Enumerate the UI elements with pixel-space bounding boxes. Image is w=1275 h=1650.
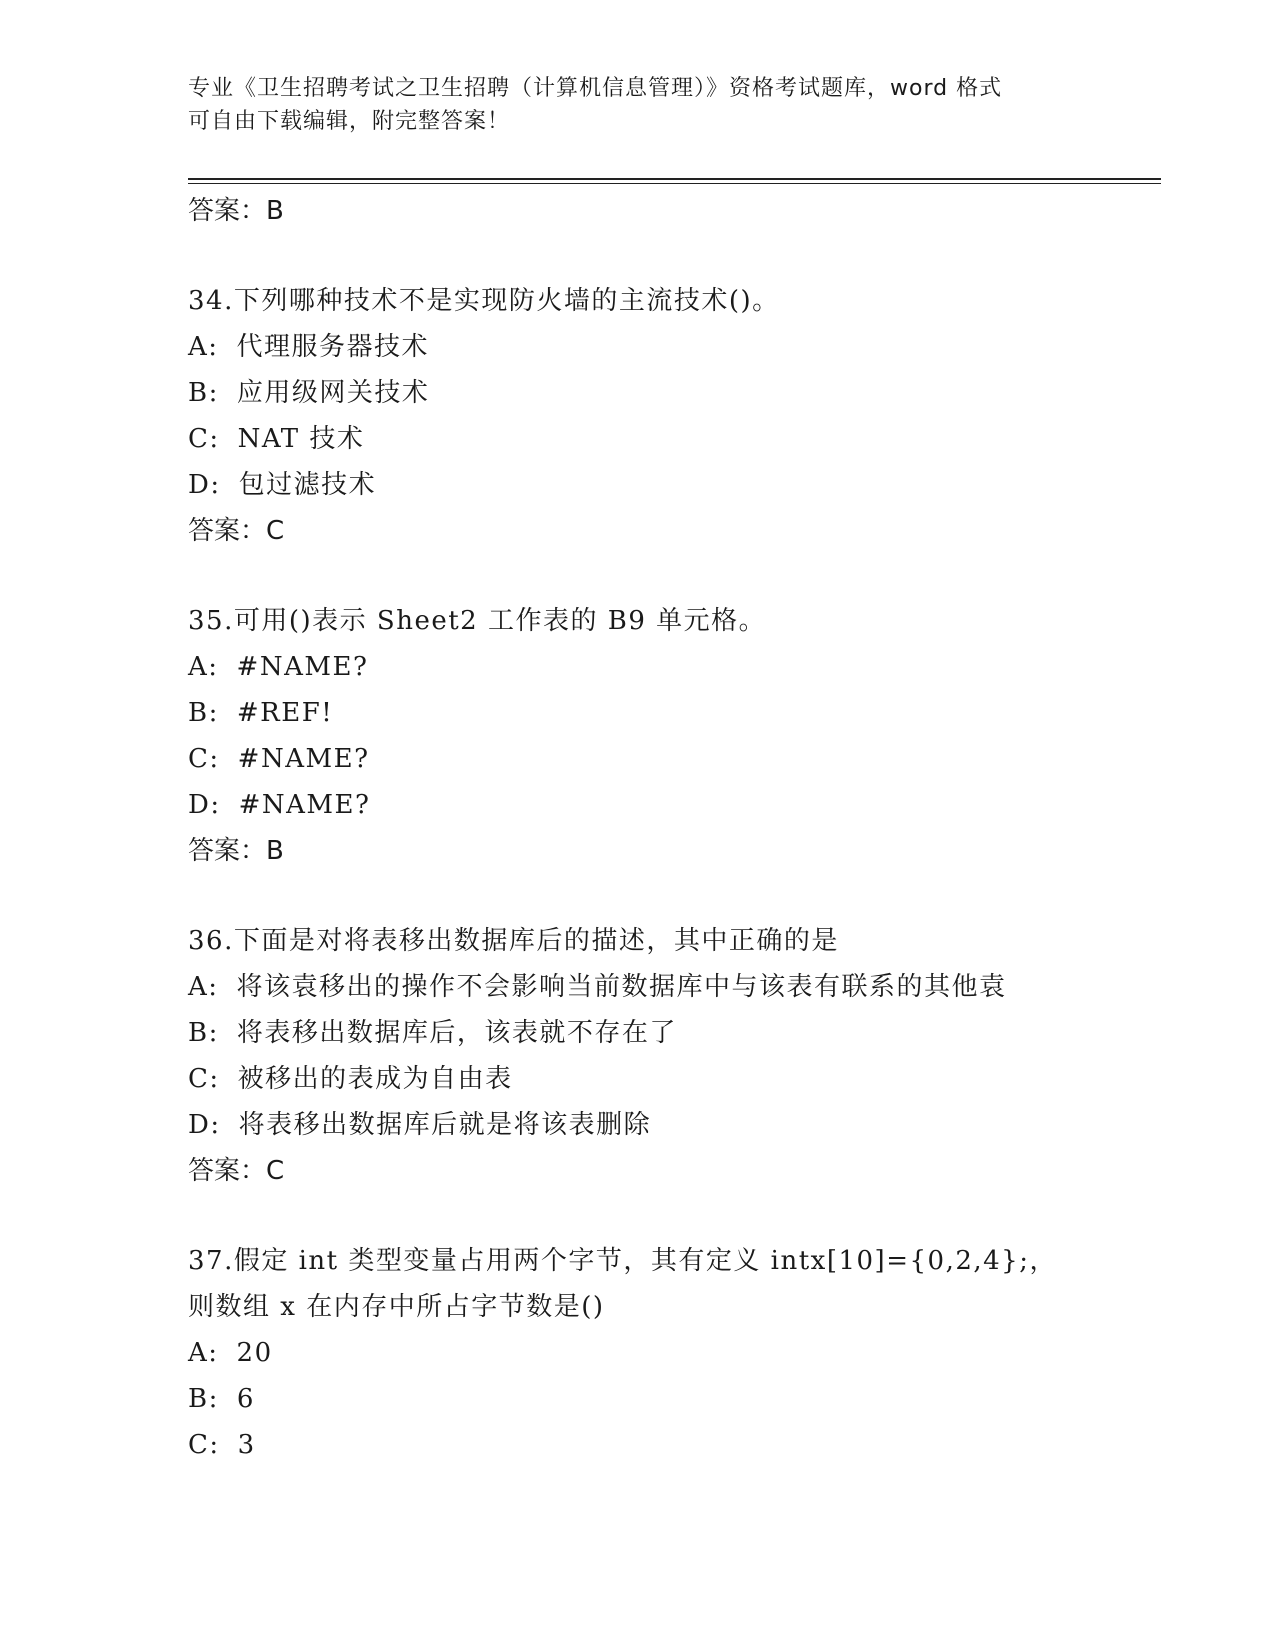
option-a	[188, 644, 1168, 690]
option-letter: C:	[188, 744, 220, 774]
question-item	[188, 918, 1168, 1194]
option-d	[188, 462, 1168, 508]
option-letter: C:	[188, 1064, 220, 1094]
question-stem-line: 35.可用()表示 Sheet2 工作表的 B9 单元格。	[188, 606, 767, 636]
option-b	[188, 690, 1168, 736]
option-c	[188, 416, 1168, 462]
option-letter: A:	[188, 652, 219, 682]
option-text: 将该袁移出的操作不会影响当前数据库中与该表有联系的其他袁	[236, 972, 1007, 1002]
question-stem-line: 34.下列哪种技术不是实现防火墙的主流技术()。	[188, 286, 780, 316]
header-rule-thin	[188, 183, 1161, 184]
option-letter: C:	[188, 424, 220, 454]
option-letter: D:	[188, 1110, 221, 1140]
option-letter: D:	[188, 790, 221, 820]
option-text: 3	[237, 1430, 256, 1460]
answer-line: 答案：B	[188, 836, 284, 866]
option-d	[188, 1102, 1168, 1148]
option-b	[188, 1010, 1168, 1056]
option-c	[188, 1056, 1168, 1102]
option-text: 代理服务器技术	[236, 332, 430, 362]
option-text: #NAME?	[237, 744, 370, 774]
option-text: #NAME?	[236, 652, 369, 682]
option-text: #NAME?	[238, 790, 371, 820]
question-item	[188, 1238, 1168, 1468]
option-letter: B:	[188, 378, 219, 408]
header-rule-thick	[188, 178, 1161, 180]
option-text: 20	[236, 1338, 273, 1368]
option-text: #REF!	[236, 698, 334, 728]
option-a	[188, 324, 1168, 370]
option-text: 将表移出数据库后，该表就不存在了	[236, 1018, 677, 1048]
question-stem	[188, 278, 1168, 324]
option-text: 将表移出数据库后就是将该表删除	[238, 1110, 652, 1140]
option-text: 6	[236, 1384, 255, 1414]
option-letter: C:	[188, 1430, 220, 1460]
option-c	[188, 1422, 1168, 1468]
question-stem-line: 37.假定 int 类型变量占用两个字节，其有定义 intx[10]={0,2,4};，	[188, 1246, 1057, 1276]
question-stem	[188, 1238, 1168, 1330]
option-letter: A:	[188, 972, 219, 1002]
question-stem	[188, 598, 1168, 644]
option-letter: B:	[188, 698, 219, 728]
question-item	[188, 598, 1168, 874]
option-c	[188, 736, 1168, 782]
question-stem	[188, 918, 1168, 964]
question-item	[188, 278, 1168, 554]
answer-line: 答案：B	[188, 196, 284, 226]
option-text: NAT 技术	[237, 424, 365, 454]
option-letter: B:	[188, 1018, 219, 1048]
option-letter: A:	[188, 1338, 219, 1368]
option-b	[188, 1376, 1168, 1422]
option-text: 被移出的表成为自由表	[237, 1064, 513, 1094]
option-d	[188, 782, 1168, 828]
answer-line: 答案：C	[188, 516, 285, 546]
question-stem-line: 36.下面是对将表移出数据库后的描述，其中正确的是	[188, 926, 839, 956]
page-header	[188, 72, 1088, 138]
option-a	[188, 964, 1168, 1010]
option-text: 包过滤技术	[238, 470, 377, 500]
header-line-1: 专业《卫生招聘考试之卫生招聘（计算机信息管理）》资格考试题库，word 格式	[188, 76, 1003, 101]
question-list	[188, 188, 1168, 1468]
answer-line: 答案：C	[188, 1156, 285, 1186]
option-letter: B:	[188, 1384, 219, 1414]
option-text: 应用级网关技术	[236, 378, 430, 408]
option-b	[188, 370, 1168, 416]
option-letter: A:	[188, 332, 219, 362]
header-line-2: 可自由下载编辑，附完整答案！	[188, 109, 511, 134]
option-a	[188, 1330, 1168, 1376]
option-letter: D:	[188, 470, 221, 500]
question-stem-line: 则数组 x 在内存中所占字节数是()	[188, 1292, 605, 1322]
